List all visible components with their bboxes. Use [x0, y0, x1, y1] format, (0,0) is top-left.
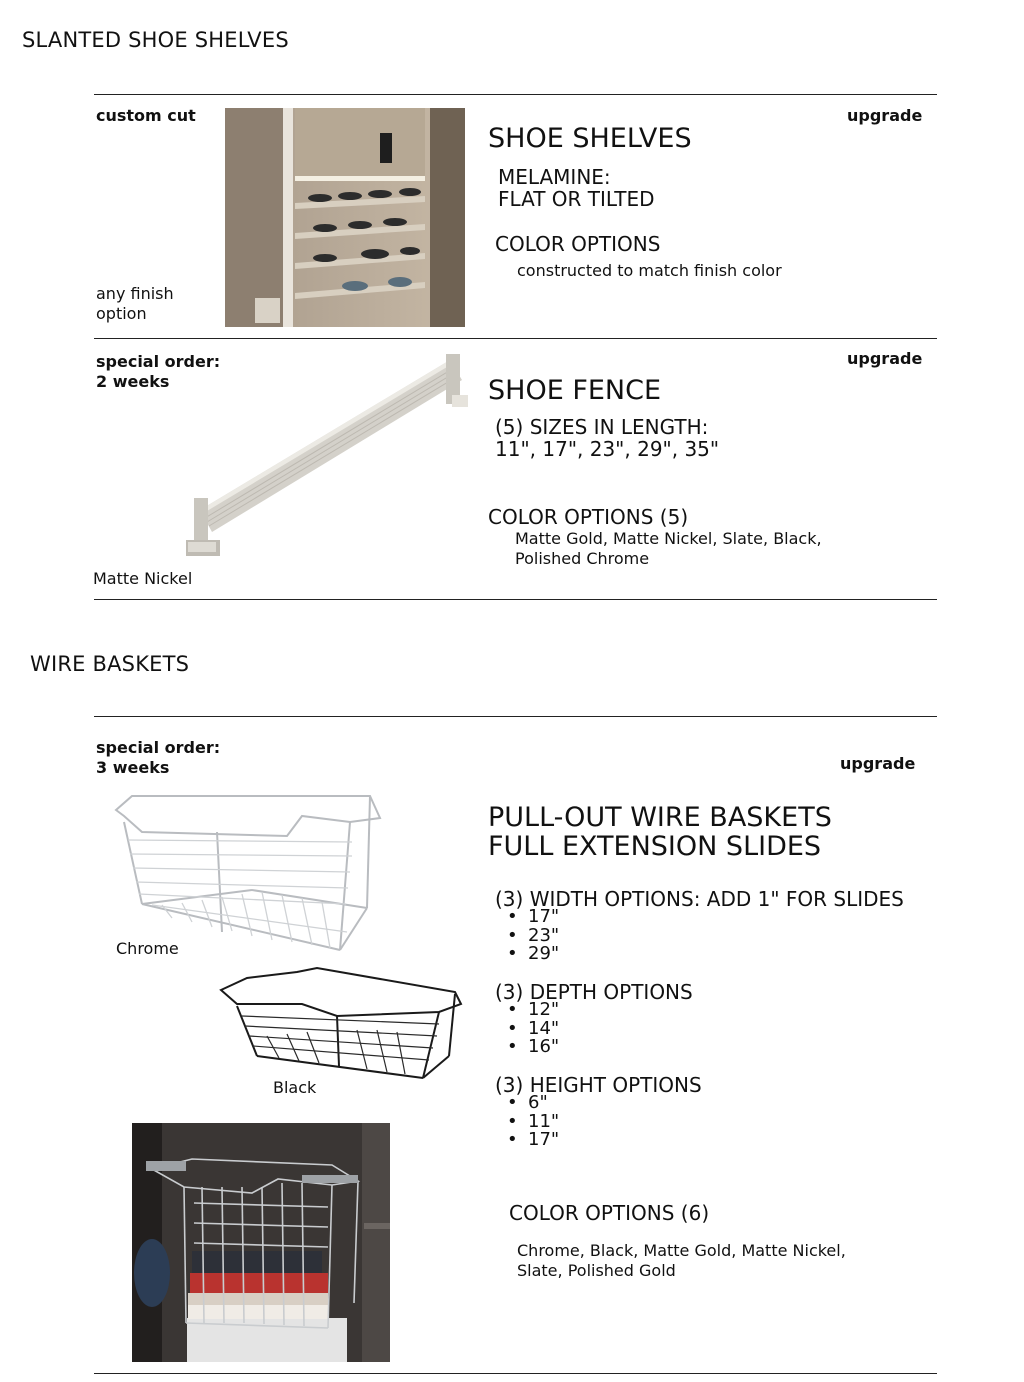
special-order-note-line1: special order: — [96, 738, 221, 757]
basket-colors-line2: Slate, Polished Gold — [517, 1261, 676, 1280]
fence-color-heading: COLOR OPTIONS (5) — [488, 505, 689, 529]
color-options-text: constructed to match finish color — [517, 261, 782, 280]
width-options-list — [495, 908, 559, 964]
list-item: • 29" — [495, 945, 559, 964]
baskets-title-line2: FULL EXTENSION SLIDES — [488, 831, 822, 862]
list-item: • 17" — [495, 908, 559, 927]
sizes-heading: (5) SIZES IN LENGTH: — [495, 415, 709, 439]
divider — [94, 599, 937, 600]
section-title-shoe-shelves: SLANTED SHOE SHELVES — [22, 28, 289, 52]
special-order-note-line2: 3 weeks — [96, 758, 170, 777]
chrome-caption: Chrome — [116, 939, 179, 958]
divider — [94, 338, 937, 339]
list-item: • 17" — [495, 1131, 559, 1150]
divider — [94, 716, 937, 717]
list-item: • 11" — [495, 1113, 559, 1132]
sizes-list: 11", 17", 23", 29", 35" — [495, 437, 720, 461]
basket-colors-line1: Chrome, Black, Matte Gold, Matte Nickel, — [517, 1241, 846, 1260]
material-line2: FLAT OR TILTED — [498, 187, 655, 211]
basket-color-heading: COLOR OPTIONS (6) — [509, 1201, 710, 1225]
list-item: • 23" — [495, 927, 559, 946]
list-item: • 16" — [495, 1038, 559, 1057]
height-options-list — [495, 1094, 559, 1150]
special-order-note-line1: special order: — [96, 352, 221, 371]
black-basket-image — [217, 964, 465, 1082]
material-line1: MELAMINE: — [498, 165, 611, 189]
chrome-basket-image — [112, 792, 384, 954]
upgrade-label: upgrade — [847, 349, 923, 368]
shoe-fence-image — [180, 350, 475, 565]
list-item: • 14" — [495, 1020, 559, 1039]
fence-colors-line1: Matte Gold, Matte Nickel, Slate, Black, — [515, 529, 822, 548]
basket-installed-photo — [132, 1123, 390, 1362]
black-caption: Black — [273, 1078, 317, 1097]
finish-note-line2: option — [96, 304, 147, 323]
upgrade-label: upgrade — [847, 106, 923, 125]
fence-caption: Matte Nickel — [93, 569, 193, 588]
shoe-fence-title: SHOE FENCE — [488, 375, 662, 406]
divider — [94, 94, 937, 95]
custom-cut-note: custom cut — [96, 106, 196, 125]
list-item: • 6" — [495, 1094, 559, 1113]
upgrade-label: upgrade — [840, 754, 916, 773]
shoe-shelves-photo — [225, 108, 465, 327]
section-title-wire-baskets: WIRE BASKETS — [30, 652, 190, 676]
divider — [94, 1373, 937, 1374]
fence-colors-line2: Polished Chrome — [515, 549, 650, 568]
width-options-heading: (3) WIDTH OPTIONS: ADD 1" FOR SLIDES — [495, 887, 904, 911]
height-options-heading: (3) HEIGHT OPTIONS — [495, 1073, 702, 1097]
depth-options-list — [495, 1001, 559, 1057]
depth-options-heading: (3) DEPTH OPTIONS — [495, 980, 693, 1004]
baskets-title-line1: PULL-OUT WIRE BASKETS — [488, 802, 832, 833]
list-item: • 12" — [495, 1001, 559, 1020]
special-order-note-line2: 2 weeks — [96, 372, 170, 391]
finish-note-line1: any finish — [96, 284, 174, 303]
shoe-shelves-title: SHOE SHELVES — [488, 123, 692, 154]
color-options-heading: COLOR OPTIONS — [495, 232, 661, 256]
